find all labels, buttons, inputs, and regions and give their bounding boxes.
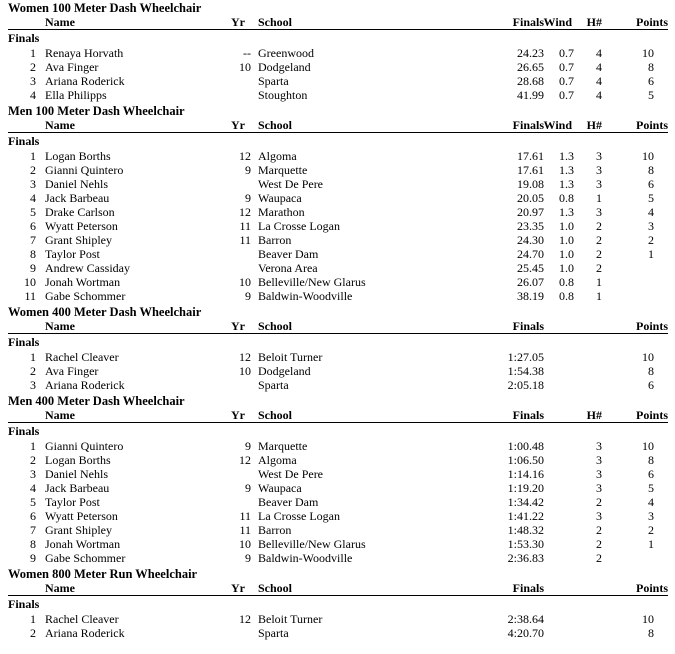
finals-time: 24.30	[517, 233, 544, 247]
points-cell: 4	[648, 495, 654, 509]
athlete-name: Ava Finger	[45, 60, 99, 74]
column-header-name: Name	[45, 581, 75, 595]
school-cell: Baldwin-Woodville	[258, 551, 353, 565]
heat-cell: 3	[596, 439, 602, 453]
year-cell: 10	[239, 364, 251, 378]
athlete-name: Taylor Post	[45, 495, 100, 509]
heat-cell: 3	[596, 509, 602, 523]
column-header-row	[8, 15, 668, 30]
year-cell: 9	[245, 191, 251, 205]
wind-cell: 1.0	[559, 261, 574, 275]
year-cell: 10	[239, 537, 251, 551]
finals-time: 19.08	[517, 177, 544, 191]
heat-cell: 1	[596, 191, 602, 205]
points-cell: 6	[648, 177, 654, 191]
points-cell: 3	[648, 219, 654, 233]
result-row	[8, 74, 668, 88]
result-row	[8, 191, 668, 205]
place-cell: 2	[30, 364, 36, 378]
place-cell: 3	[30, 74, 36, 88]
athlete-name: Rachel Cleaver	[45, 612, 119, 626]
column-header-yr: Yr	[231, 408, 245, 422]
athlete-name: Jonah Wortman	[45, 537, 121, 551]
school-cell: Sparta	[258, 626, 289, 640]
heat-cell: 2	[596, 261, 602, 275]
event-block	[8, 567, 668, 640]
place-cell: 7	[30, 523, 36, 537]
wind-cell: 0.7	[559, 88, 574, 102]
column-header-row	[8, 408, 668, 423]
place-cell: 3	[30, 177, 36, 191]
result-row	[8, 149, 668, 163]
result-row	[8, 88, 668, 102]
heat-cell: 3	[596, 481, 602, 495]
year-cell: 9	[245, 439, 251, 453]
column-header-yr: Yr	[231, 319, 245, 333]
place-cell: 10	[24, 275, 36, 289]
place-cell: 9	[30, 551, 36, 565]
column-header-finals: Finals	[512, 118, 544, 132]
points-cell: 6	[648, 467, 654, 481]
athlete-name: Logan Borths	[45, 453, 111, 467]
wind-cell: 1.3	[559, 163, 574, 177]
school-cell: Waupaca	[258, 191, 302, 205]
athlete-name: Daniel Nehls	[45, 177, 108, 191]
athlete-name: Gianni Quintero	[45, 439, 124, 453]
finals-time: 26.65	[517, 60, 544, 74]
column-header-name: Name	[45, 15, 75, 29]
result-row	[8, 163, 668, 177]
school-cell: Barron	[258, 233, 292, 247]
finals-time: 1:48.32	[507, 523, 544, 537]
place-cell: 5	[30, 495, 36, 509]
wind-cell: 0.8	[559, 275, 574, 289]
column-header-wind: Wind	[543, 15, 572, 29]
section-label: Finals	[8, 31, 40, 45]
heat-cell: 1	[596, 289, 602, 303]
place-cell: 2	[30, 60, 36, 74]
result-row	[8, 481, 668, 495]
column-header-wind: Wind	[543, 118, 572, 132]
athlete-name: Jack Barbeau	[45, 481, 110, 495]
heat-cell: 1	[596, 275, 602, 289]
finals-time: 20.97	[517, 205, 544, 219]
column-header-yr: Yr	[231, 581, 245, 595]
school-cell: Beloit Turner	[258, 350, 323, 364]
place-cell: 3	[30, 467, 36, 481]
athlete-name: Renaya Horvath	[45, 46, 124, 60]
points-cell: 8	[648, 626, 654, 640]
athlete-name: Ariana Roderick	[45, 74, 125, 88]
result-row	[8, 439, 668, 453]
points-cell: 5	[648, 481, 654, 495]
result-row	[8, 453, 668, 467]
event-title: Men 400 Meter Dash Wheelchair	[8, 394, 185, 408]
place-cell: 2	[30, 163, 36, 177]
column-header-row	[8, 581, 668, 596]
athlete-name: Wyatt Peterson	[45, 509, 118, 523]
finals-time: 1:54.38	[507, 364, 544, 378]
points-cell: 6	[648, 74, 654, 88]
points-cell: 5	[648, 88, 654, 102]
heat-cell: 4	[596, 60, 602, 74]
column-header-row	[8, 118, 668, 133]
points-cell: 8	[648, 453, 654, 467]
heat-cell: 2	[596, 233, 602, 247]
heat-cell: 2	[596, 219, 602, 233]
place-cell: 1	[30, 46, 36, 60]
place-cell: 1	[30, 439, 36, 453]
event-block	[8, 1, 668, 102]
event-title: Women 800 Meter Run Wheelchair	[8, 567, 198, 581]
finals-time: 1:41.22	[507, 509, 544, 523]
wind-cell: 1.0	[559, 219, 574, 233]
place-cell: 4	[30, 88, 36, 102]
heat-cell: 2	[596, 551, 602, 565]
event-block	[8, 305, 668, 392]
school-cell: Belleville/New Glarus	[258, 275, 366, 289]
wind-cell: 1.3	[559, 205, 574, 219]
points-cell: 10	[642, 149, 654, 163]
athlete-name: Gianni Quintero	[45, 163, 124, 177]
athlete-name: Grant Shipley	[45, 233, 112, 247]
finals-time: 20.05	[517, 191, 544, 205]
column-header-finals: Finals	[512, 408, 544, 422]
year-cell: 12	[239, 612, 251, 626]
finals-time: 1:19.20	[507, 481, 544, 495]
place-cell: 2	[30, 626, 36, 640]
column-header-points: Points	[635, 408, 668, 422]
result-row	[8, 537, 668, 551]
school-cell: Marquette	[258, 439, 308, 453]
school-cell: West De Pere	[258, 177, 324, 191]
school-cell: Belleville/New Glarus	[258, 537, 366, 551]
event-title: Men 100 Meter Dash Wheelchair	[8, 104, 185, 118]
heat-cell: 3	[596, 177, 602, 191]
school-cell: La Crosse Logan	[258, 219, 340, 233]
wind-cell: 1.3	[559, 149, 574, 163]
year-cell: 9	[245, 551, 251, 565]
result-row	[8, 205, 668, 219]
result-row	[8, 275, 668, 289]
school-cell: Greenwood	[258, 46, 314, 60]
result-row	[8, 612, 668, 626]
school-cell: Algoma	[258, 149, 297, 163]
school-cell: Dodgeland	[258, 364, 311, 378]
column-header-name: Name	[45, 118, 75, 132]
athlete-name: Jack Barbeau	[45, 191, 110, 205]
result-row	[8, 60, 668, 74]
finals-time: 38.19	[517, 289, 544, 303]
result-row	[8, 261, 668, 275]
wind-cell: 0.8	[559, 289, 574, 303]
event-title: Women 400 Meter Dash Wheelchair	[8, 305, 202, 319]
column-header-points: Points	[635, 15, 668, 29]
athlete-name: Ariana Roderick	[45, 626, 125, 640]
school-cell: Marathon	[258, 205, 305, 219]
school-cell: Beaver Dam	[258, 247, 319, 261]
finals-time: 1:00.48	[507, 439, 544, 453]
section-label: Finals	[8, 424, 40, 438]
finals-time: 1:53.30	[507, 537, 544, 551]
points-cell: 10	[642, 439, 654, 453]
year-cell: 12	[239, 205, 251, 219]
heat-cell: 3	[596, 453, 602, 467]
finals-time: 1:34.42	[507, 495, 544, 509]
year-cell: 12	[239, 453, 251, 467]
school-cell: Waupaca	[258, 481, 302, 495]
finals-time: 26.07	[517, 275, 544, 289]
column-header-yr: Yr	[231, 15, 245, 29]
athlete-name: Grant Shipley	[45, 523, 112, 537]
heat-cell: 2	[596, 495, 602, 509]
athlete-name: Ariana Roderick	[45, 378, 125, 392]
result-row	[8, 46, 668, 60]
wind-cell: 0.8	[559, 191, 574, 205]
school-cell: Verona Area	[258, 261, 318, 275]
year-cell: 10	[239, 60, 251, 74]
athlete-name: Drake Carlson	[45, 205, 115, 219]
wind-cell: 1.0	[559, 233, 574, 247]
points-cell: 2	[648, 523, 654, 537]
finals-time: 4:20.70	[507, 626, 544, 640]
column-header-row	[8, 319, 668, 334]
column-header-points: Points	[635, 319, 668, 333]
place-cell: 9	[30, 261, 36, 275]
place-cell: 4	[30, 191, 36, 205]
points-cell: 5	[648, 191, 654, 205]
points-cell: 10	[642, 350, 654, 364]
result-row	[8, 364, 668, 378]
result-row	[8, 495, 668, 509]
points-cell: 8	[648, 60, 654, 74]
school-cell: Sparta	[258, 74, 289, 88]
points-cell: 1	[648, 247, 654, 261]
school-cell: West De Pere	[258, 467, 324, 481]
points-cell: 2	[648, 233, 654, 247]
athlete-name: Gabe Schommer	[45, 551, 126, 565]
event-title: Women 100 Meter Dash Wheelchair	[8, 1, 202, 15]
year-cell: --	[243, 46, 251, 60]
column-header-heat: H#	[586, 408, 602, 422]
school-cell: Baldwin-Woodville	[258, 289, 353, 303]
event-block	[8, 104, 668, 303]
athlete-name: Ava Finger	[45, 364, 99, 378]
result-row	[8, 247, 668, 261]
section-label: Finals	[8, 134, 40, 148]
column-header-points: Points	[635, 581, 668, 595]
place-cell: 1	[30, 350, 36, 364]
event-block	[8, 394, 668, 565]
points-cell: 10	[642, 46, 654, 60]
year-cell: 11	[239, 219, 251, 233]
school-cell: Marquette	[258, 163, 308, 177]
wind-cell: 0.7	[559, 74, 574, 88]
column-header-name: Name	[45, 319, 75, 333]
points-cell: 8	[648, 163, 654, 177]
column-header-school: School	[258, 15, 293, 29]
wind-cell: 0.7	[559, 46, 574, 60]
heat-cell: 2	[596, 523, 602, 537]
year-cell: 10	[239, 275, 251, 289]
result-row	[8, 551, 668, 565]
wind-cell: 1.0	[559, 247, 574, 261]
heat-cell: 4	[596, 46, 602, 60]
athlete-name: Andrew Cassiday	[45, 261, 130, 275]
result-row	[8, 350, 668, 364]
finals-time: 25.45	[517, 261, 544, 275]
year-cell: 9	[245, 481, 251, 495]
school-cell: Algoma	[258, 453, 297, 467]
school-cell: Beloit Turner	[258, 612, 323, 626]
heat-cell: 3	[596, 467, 602, 481]
result-row	[8, 378, 668, 392]
athlete-name: Rachel Cleaver	[45, 350, 119, 364]
school-cell: Beaver Dam	[258, 495, 319, 509]
year-cell: 11	[239, 509, 251, 523]
result-row	[8, 289, 668, 303]
year-cell: 11	[239, 523, 251, 537]
school-cell: Stoughton	[258, 88, 308, 102]
points-cell: 4	[648, 205, 654, 219]
column-header-heat: H#	[586, 15, 602, 29]
year-cell: 11	[239, 233, 251, 247]
school-cell: Dodgeland	[258, 60, 311, 74]
column-header-yr: Yr	[231, 118, 245, 132]
athlete-name: Logan Borths	[45, 149, 111, 163]
points-cell: 10	[642, 612, 654, 626]
column-header-school: School	[258, 118, 293, 132]
heat-cell: 3	[596, 149, 602, 163]
heat-cell: 2	[596, 537, 602, 551]
heat-cell: 3	[596, 163, 602, 177]
athlete-name: Gabe Schommer	[45, 289, 126, 303]
place-cell: 1	[30, 149, 36, 163]
year-cell: 12	[239, 350, 251, 364]
place-cell: 11	[24, 289, 36, 303]
year-cell: 12	[239, 149, 251, 163]
place-cell: 7	[30, 233, 36, 247]
athlete-name: Taylor Post	[45, 247, 100, 261]
result-row	[8, 523, 668, 537]
column-header-name: Name	[45, 408, 75, 422]
heat-cell: 4	[596, 74, 602, 88]
heat-cell: 3	[596, 205, 602, 219]
school-cell: Sparta	[258, 378, 289, 392]
year-cell: 9	[245, 163, 251, 177]
result-row	[8, 233, 668, 247]
place-cell: 4	[30, 481, 36, 495]
column-header-finals: Finals	[512, 319, 544, 333]
result-row	[8, 219, 668, 233]
column-header-heat: H#	[586, 118, 602, 132]
finals-time: 23.35	[517, 219, 544, 233]
finals-time: 1:14.16	[507, 467, 544, 481]
finals-time: 1:27.05	[507, 350, 544, 364]
column-header-school: School	[258, 581, 293, 595]
result-row	[8, 177, 668, 191]
place-cell: 8	[30, 537, 36, 551]
result-row	[8, 467, 668, 481]
finals-time: 24.70	[517, 247, 544, 261]
finals-time: 17.61	[517, 149, 544, 163]
result-row	[8, 509, 668, 523]
heat-cell: 4	[596, 88, 602, 102]
column-header-finals: Finals	[512, 581, 544, 595]
finals-time: 2:36.83	[507, 551, 544, 565]
place-cell: 5	[30, 205, 36, 219]
results-document	[8, 0, 668, 642]
place-cell: 6	[30, 219, 36, 233]
school-cell: Barron	[258, 523, 292, 537]
finals-time: 24.23	[517, 46, 544, 60]
athlete-name: Daniel Nehls	[45, 467, 108, 481]
column-header-school: School	[258, 319, 293, 333]
section-label: Finals	[8, 335, 40, 349]
athlete-name: Jonah Wortman	[45, 275, 121, 289]
athlete-name: Ella Philipps	[45, 88, 107, 102]
place-cell: 6	[30, 509, 36, 523]
place-cell: 1	[30, 612, 36, 626]
place-cell: 8	[30, 247, 36, 261]
wind-cell: 1.3	[559, 177, 574, 191]
points-cell: 8	[648, 364, 654, 378]
year-cell: 9	[245, 289, 251, 303]
finals-time: 2:05.18	[507, 378, 544, 392]
points-cell: 1	[648, 537, 654, 551]
wind-cell: 0.7	[559, 60, 574, 74]
column-header-school: School	[258, 408, 293, 422]
finals-time: 28.68	[517, 74, 544, 88]
result-row	[8, 626, 668, 640]
finals-time: 17.61	[517, 163, 544, 177]
column-header-points: Points	[635, 118, 668, 132]
points-cell: 6	[648, 378, 654, 392]
school-cell: La Crosse Logan	[258, 509, 340, 523]
points-cell: 3	[648, 509, 654, 523]
heat-cell: 2	[596, 247, 602, 261]
finals-time: 2:38.64	[507, 612, 544, 626]
place-cell: 3	[30, 378, 36, 392]
place-cell: 2	[30, 453, 36, 467]
column-header-finals: Finals	[512, 15, 544, 29]
finals-time: 1:06.50	[507, 453, 544, 467]
finals-time: 41.99	[517, 88, 544, 102]
section-label: Finals	[8, 597, 40, 611]
athlete-name: Wyatt Peterson	[45, 219, 118, 233]
